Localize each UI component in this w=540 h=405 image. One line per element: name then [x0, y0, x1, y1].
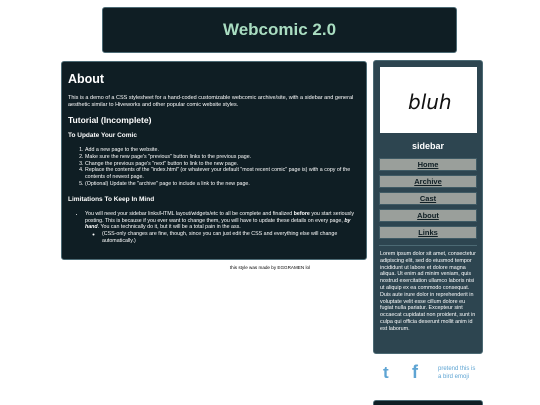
tutorial-heading: Tutorial (Incomplete)	[68, 115, 152, 125]
nav-home-button[interactable]: Home	[379, 158, 477, 171]
sidebar-panel	[373, 60, 483, 354]
facebook-icon[interactable]: f	[412, 362, 418, 382]
doodle-text: bluh	[407, 90, 452, 114]
update-step: 4. Replace the contents of the "index.html" (or whatever your default "most recent comic" page is) with a copy of the contents of newest page.	[85, 167, 360, 181]
limitation-subitem: ◦ (CSS-only changes are fine, though, since you can just edit the CSS and everything else will change automatically.)	[102, 231, 360, 245]
limitation-item: • You will need your sidebar links/HTML layout/widgets/etc to all be complete and finalized before you start seriously posting. This is because if you ever want to change them, you will have to update these details on every page, by hand. You can technically do it, but it will be a total pain in the ass. ◦ (CSS-only changes are fine, though, since you can just edit the CSS and everything else will change automatically.)	[85, 211, 360, 245]
update-step: 3. Change the previous page's "next" button to link to the new page.	[85, 161, 360, 168]
social-links	[383, 362, 478, 383]
bird-emoji-placeholder[interactable]: pretend this is a bird emoji	[438, 365, 476, 380]
nav-cast-button[interactable]: Cast	[379, 192, 477, 205]
nav-links-button[interactable]: Links	[379, 226, 477, 239]
update-step: 1. Add a new page to the website.	[85, 147, 360, 154]
nav-about-button[interactable]: About	[379, 209, 477, 222]
sidebar-doodle-image	[380, 67, 477, 133]
site-title: Webcomic 2.0	[222, 20, 337, 39]
update-step: 5. (Optional) Update the "archive" page to include a link to the new page.	[85, 181, 360, 188]
nav-archive-button[interactable]: Archive	[379, 175, 477, 188]
main-content-panel	[61, 61, 367, 260]
update-steps-list	[68, 147, 360, 188]
limitation-sublist	[85, 231, 360, 245]
tumblr-icon[interactable]: t	[383, 362, 389, 382]
update-step: 2. Make sure the new page's "previous" button links to the previous page.	[85, 154, 360, 161]
update-comic-heading: To Update Your Comic	[68, 132, 137, 139]
about-heading: About	[68, 72, 105, 86]
limitations-list	[68, 211, 360, 245]
style-credit: this style was made by EGGRAMEN lol	[229, 265, 311, 270]
site-header	[102, 7, 457, 53]
sidebar-title: sidebar	[411, 141, 444, 151]
limitations-heading: Limitations To Keep In Mind	[68, 195, 155, 203]
sidebar-lorem-text: Lorem ipsum dolor sit amet, consectetur adipiscing elit, sed do eiusmod tempor incididunt ut labore et dolore magna aliqua. Ut enim ad minim veniam, quis nostrud exercitation ullamco laboris nisi ut aliquip ex ea commodo consequat. Duis aute irure dolor in reprehenderit in voluptate velit esse cillum dolore eu fugiat nulla pariatur. Excepteur sint occaecat cupidatat non proident, sunt in culpa qui officia deserunt mollit anim id est laborum.	[379, 245, 477, 333]
about-text: This is a demo of a CSS stylesheet for a hand-coded customizable webcomic archive/site, with a sidebar and general aesthetic similar to Hiveworks and other popular comic website styles.	[68, 95, 354, 108]
bottom-panel-edge	[373, 400, 483, 405]
